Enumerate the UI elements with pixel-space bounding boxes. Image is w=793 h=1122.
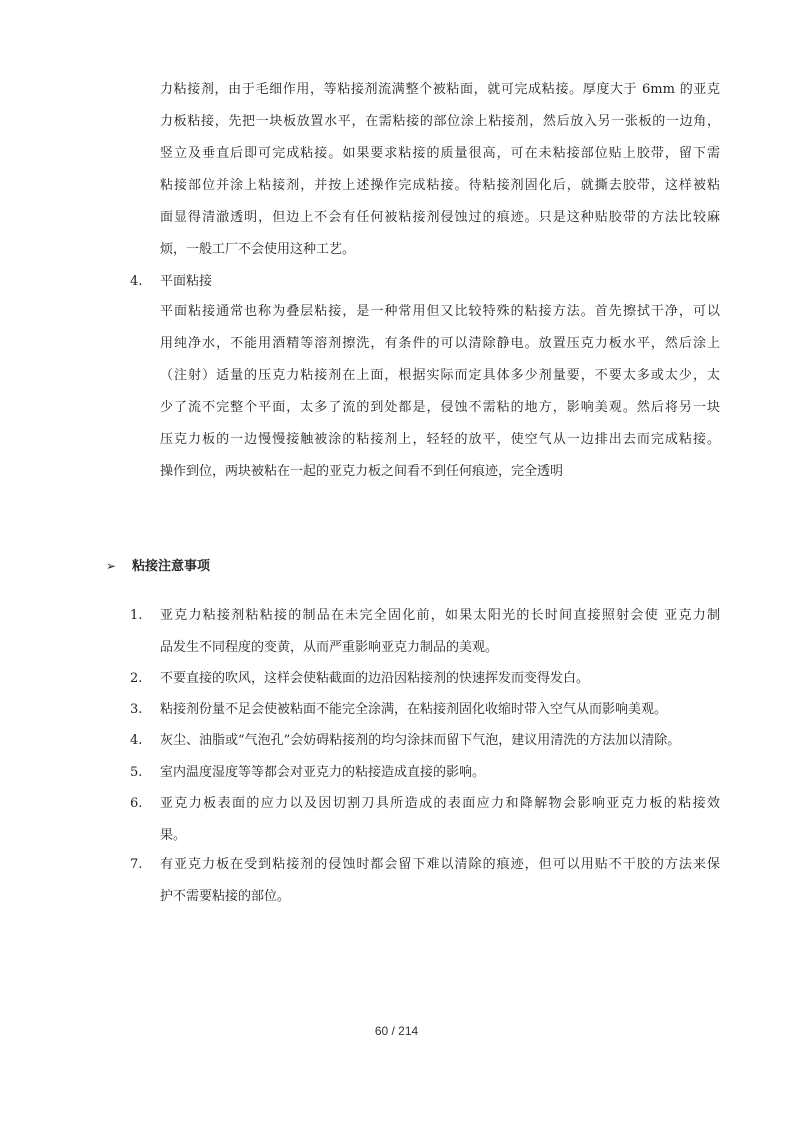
list-item-line: 不要直接的吹风，这样会使粘截面的边沿因粘接剂的快速挥发而变得发白。 [160, 671, 590, 686]
section-number: 4. [130, 274, 143, 289]
paragraph-line: 力粘接剂，由于毛细作用，等粘接剂流满整个被粘面，就可完成粘接。厚度大于 6mm 的亚克 [160, 82, 720, 97]
list-item-line: 护不需要粘接的部位。 [160, 889, 291, 904]
intro-paragraph [160, 74, 720, 266]
paragraph-line: 少了流不完整个平面，太多了流的到处都是，侵蚀不需粘的地方，影响美观。然后将另一块 [160, 400, 720, 415]
arrow-bullet-icon: ➢ [106, 559, 117, 573]
paragraph-line: （注射）适量的压克力粘接剂在上面，根据实际而定具体多少剂量要，不要太多或太少，太 [160, 368, 720, 383]
list-item-number: 1. [130, 608, 143, 623]
list-item-number: 7. [130, 857, 143, 872]
list-item [160, 725, 720, 757]
list-item-number: 5. [130, 765, 143, 780]
paragraph-line: 力板粘接，先把一块板放置水平，在需粘接的部位涂上粘接剂，然后放入另一张板的一边角， [160, 114, 720, 129]
list-item-number: 6. [130, 796, 143, 811]
list-item [160, 757, 720, 789]
paragraph-line: 压克力板的一边慢慢接触被涂的粘接剂上，轻轻的放平，使空气从一边排出去而完成粘接。 [160, 432, 720, 447]
notes-heading [106, 552, 210, 580]
list-item [160, 849, 720, 913]
list-item [160, 663, 720, 695]
paragraph-line: 面显得清澈透明，但边上不会有任何被粘接剂侵蚀过的痕迹。只是这种贴胶带的方法比较麻 [160, 210, 720, 225]
list-item [160, 600, 720, 664]
list-item-line: 粘接剂份量不足会使被粘面不能完全涂满，在粘接剂固化收缩时带入空气从而影响美观。 [160, 702, 668, 717]
list-item-number: 3. [130, 702, 143, 717]
paragraph-line: 竖立及垂直后即可完成粘接。如果要求粘接的质量很高，可在未粘接部位贴上胶带，留下需 [160, 146, 720, 161]
paragraph-line: 用纯净水，不能用酒精等溶剂擦洗，有条件的可以清除静电。放置压克力板水平，然后涂上 [160, 336, 720, 351]
paragraph-line: 操作到位，两块被粘在一起的亚克力板之间看不到任何痕迹，完全透明 [160, 464, 564, 479]
list-item [160, 788, 720, 852]
list-item-line: 室内温度湿度等等都会对亚克力的粘接造成直接的影响。 [160, 765, 486, 780]
section-title-text: 平面粘接 [160, 274, 213, 289]
section-paragraph [160, 296, 720, 488]
list-item-number: 2. [130, 671, 143, 686]
list-item-line: 灰尘、油脂或“气泡孔”会妨碍粘接剂的均匀涂抹而留下气泡，建议用清洗的方法加以清除。 [160, 733, 681, 748]
paragraph-line: 烦，一般工厂不会使用这种工艺。 [160, 242, 356, 257]
page-number: 60 / 214 [374, 1024, 419, 1038]
list-item-line: 有亚克力板在受到粘接剂的侵蚀时都会留下难以清除的痕迹，但可以用贴不干胶的方法来保 [160, 857, 720, 872]
list-item [160, 694, 720, 726]
list-item-line: 亚克力板表面的应力以及因切割刀具所造成的表面应力和降解物会影响亚克力板的粘接效 [160, 796, 720, 811]
list-item-number: 4. [130, 733, 143, 748]
section-title [160, 266, 720, 298]
list-item-line: 亚克力粘接剂粘粘接的制品在未完全固化前，如果太阳光的长时间直接照射会使 亚克力制 [160, 608, 720, 623]
paragraph-line: 粘接部位并涂上粘接剂，并按上述操作完成粘接。待粘接剂固化后，就撕去胶带，这样被粘 [160, 178, 720, 193]
paragraph-line: 平面粘接通常也称为叠层粘接，是一种常用但又比较特殊的粘接方法。首先擦拭干净，可以 [160, 304, 720, 319]
list-item-line: 果。 [160, 828, 187, 843]
list-item-line: 品发生不同程度的变黄，从而严重影响亚克力制品的美观。 [160, 640, 499, 655]
notes-heading-text: 粘接注意事项 [132, 559, 211, 574]
